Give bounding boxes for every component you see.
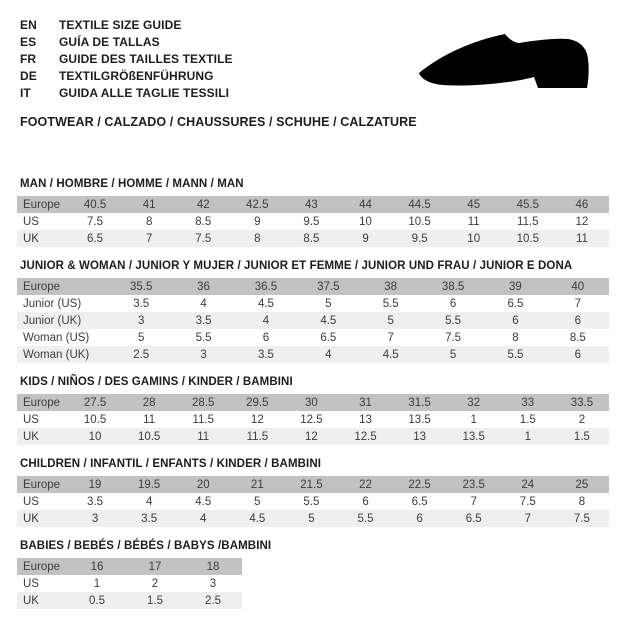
size-cell: 8 [512,331,519,344]
size-cell: 5 [137,331,145,344]
size-cell: 13 [413,430,426,443]
size-tables [20,178,610,609]
size-cell: 13.5 [462,430,485,443]
size-cell: 5 [387,314,394,327]
row-label: UK [23,512,39,525]
table-row [17,213,609,230]
size-cell: 22.5 [408,478,431,491]
size-cell: 7 [387,331,394,344]
size-cell: 2.5 [133,348,150,361]
size-cell: 7 [470,495,477,508]
size-cell: 21.5 [300,478,323,491]
table-row [17,428,609,445]
size-cell: 3 [91,512,99,525]
size-cell: 1 [470,413,477,426]
language-code: IT [20,85,31,100]
size-cell: 17 [148,560,162,573]
size-cell: 7.5 [195,232,212,245]
size-cell: 6 [362,495,369,508]
size-table [17,558,242,609]
row-label: Europe [23,396,61,409]
size-cell: 8.5 [195,215,212,228]
language-title: GUIDA ALLE TAGLIE TESSILI [59,85,230,100]
size-cell: 11 [467,215,480,228]
language-title: TEXTILE SIZE GUIDE [59,17,182,32]
size-cell: 1 [524,430,531,443]
size-cell: 40 [571,280,585,293]
size-cell: 11.5 [192,413,214,426]
language-code: ES [20,34,37,49]
size-cell: 6 [512,314,519,327]
size-cell: 3.5 [141,512,158,525]
table-row [17,312,609,329]
size-cell: 10.5 [408,215,431,228]
row-label: Europe [23,198,61,211]
size-cell: 1.5 [519,413,536,426]
shoe-icon [415,31,593,93]
size-cell: 6.5 [320,331,337,344]
size-cell: 36 [197,280,210,293]
size-cell: 5.5 [507,348,524,361]
size-cell: 6 [416,512,423,525]
table-row [17,575,242,592]
size-cell: 23.5 [462,478,485,491]
size-cell: 11 [143,413,156,426]
size-cell: 6 [574,314,582,327]
size-table-title: JUNIOR & WOMAN / JUNIOR Y MUJER / JUNIOR ET FEMME / JUNIOR UND FRAU / JUNIOR E DONA [20,260,573,272]
size-cell: 6.5 [507,297,524,310]
row-label: Woman (US) [23,331,90,344]
size-cell: 8 [145,215,153,228]
size-cell: 12.5 [300,413,323,426]
size-cell: 24 [521,478,535,491]
size-cell: 3.5 [133,297,150,310]
size-cell: 5.5 [195,331,212,344]
size-cell: 33 [521,396,535,409]
size-cell: 18 [206,560,220,573]
size-cell: 13 [359,413,372,426]
row-label: Europe [23,560,61,573]
size-cell: 10 [359,215,372,228]
size-cell: 5 [449,348,457,361]
size-cell: 4.5 [320,314,337,327]
row-label: Woman (UK) [23,348,90,361]
size-cell: 31 [359,396,372,409]
size-cell: 6 [262,331,270,344]
row-label: US [23,577,39,590]
size-table-section [20,178,610,247]
size-cell: 5.5 [303,495,320,508]
size-cell: 7 [574,297,582,310]
size-cell: 39 [509,280,522,293]
size-cell: 1.5 [573,430,590,443]
size-cell: 32 [467,396,481,409]
row-label: Junior (US) [23,297,82,310]
size-cell: 7.5 [573,512,590,525]
size-cell: 8 [578,495,586,508]
size-cell: 1.5 [147,594,163,607]
size-cell: 28.5 [192,396,215,409]
size-cell: 3.5 [195,314,212,327]
size-cell: 42 [196,198,210,211]
row-label: UK [23,594,39,607]
size-cell: 20 [196,478,210,491]
size-cell: 5 [308,512,315,525]
size-cell: 4.5 [249,512,266,525]
size-cell: 3 [200,348,207,361]
size-cell: 4 [262,314,270,327]
table-row [17,592,242,609]
size-cell: 5 [254,495,261,508]
size-cell: 3 [137,314,145,327]
table-row [17,493,609,510]
size-table [17,196,609,247]
table-header-row [17,476,609,493]
row-label: UK [23,232,39,245]
size-cell: 7 [145,232,153,245]
size-cell: 45 [467,198,481,211]
table-row [17,230,609,247]
size-cell: 7 [524,512,531,525]
size-cell: 7.5 [519,495,536,508]
size-cell: 27.5 [83,396,107,409]
size-cell: 5 [325,297,332,310]
size-cell: 8 [254,232,261,245]
size-cell: 4.5 [257,297,274,310]
size-cell: 6.5 [87,232,104,245]
size-cell: 35.5 [129,280,153,293]
size-cell: 41 [142,198,156,211]
size-cell: 29.5 [246,396,269,409]
size-cell: 9.5 [303,215,320,228]
table-header-row [17,278,609,295]
size-table-title: KIDS / NIÑOS / DES GAMINS / KINDER / BAMBINI [20,376,293,388]
size-cell: 0.5 [89,594,105,607]
table-header-row [17,196,609,213]
size-table [17,394,609,445]
size-cell: 3 [209,577,217,590]
size-cell: 10.5 [516,232,539,245]
size-cell: 12.5 [354,430,377,443]
size-cell: 11.5 [246,430,269,443]
size-cell: 21 [250,478,264,491]
size-table-section [20,540,610,609]
size-cell: 8.5 [303,232,320,245]
size-cell: 28 [142,396,156,409]
row-label: Europe [23,280,61,293]
size-cell: 12 [305,430,318,443]
language-title: GUÍA DE TALLAS [59,34,160,49]
size-cell: 5.5 [445,314,462,327]
size-cell: 6 [449,297,457,310]
size-cell: 8.5 [569,331,586,344]
size-cell: 11 [575,232,588,245]
size-cell: 3.5 [87,495,104,508]
language-code: FR [20,51,37,66]
size-cell: 31.5 [408,396,431,409]
size-cell: 7.5 [445,331,462,344]
size-cell: 43 [305,198,318,211]
size-cell: 6.5 [411,495,428,508]
size-cell: 12 [250,413,264,426]
size-cell: 9 [362,232,369,245]
size-cell: 2 [578,413,586,426]
size-cell: 30 [305,396,318,409]
size-cell: 36.5 [254,280,278,293]
size-cell: 4 [200,512,207,525]
size-cell: 37.5 [317,280,340,293]
size-table-section [20,458,610,527]
row-label: US [23,495,39,508]
row-label: Europe [23,478,61,491]
size-cell: 42.5 [246,198,269,211]
table-row [17,411,609,428]
size-cell: 4.5 [195,495,212,508]
size-cell: 1 [93,577,101,590]
size-cell: 6.5 [465,512,482,525]
row-label: US [23,413,39,426]
size-cell: 33.5 [570,396,594,409]
row-label: Junior (UK) [23,314,82,327]
size-cell: 44 [359,198,372,211]
size-cell: 40.5 [83,198,107,211]
category-heading: FOOTWEAR / CALZADO / CHAUSSURES / SCHUHE / CALZATURE [20,115,417,129]
size-table-section [20,376,610,445]
size-cell: 19 [88,478,102,491]
size-cell: 9.5 [411,232,428,245]
size-cell: 19.5 [137,478,161,491]
language-code: EN [20,17,37,32]
size-cell: 4 [325,348,332,361]
size-cell: 9 [254,215,261,228]
table-row [17,295,609,312]
table-header-row [17,558,242,575]
size-cell: 13.5 [408,413,431,426]
language-title: TEXTILGRÖßENFÜHRUNG [59,68,214,83]
size-cell: 4.5 [382,348,399,361]
row-label: UK [23,430,39,443]
size-cell: 3.5 [257,348,274,361]
size-cell: 11.5 [517,215,539,228]
size-cell: 38.5 [441,280,465,293]
table-row [17,329,609,346]
size-cell: 4 [200,297,207,310]
size-cell: 45.5 [516,198,539,211]
size-table [17,278,609,363]
size-cell: 2 [151,577,159,590]
size-cell: 11 [197,430,210,443]
table-row [17,510,609,527]
size-cell: 5.5 [357,512,374,525]
size-table-title: BABIES / BEBÉS / BÉBÉS / BABYS /BAMBINI [20,540,272,552]
size-cell: 6 [574,348,582,361]
size-cell: 44.5 [408,198,431,211]
language-code: DE [20,68,37,83]
size-cell: 4 [145,495,153,508]
size-cell: 10.5 [137,430,161,443]
size-cell: 22 [359,478,372,491]
size-table-section [20,260,610,363]
size-cell: 10 [88,430,102,443]
size-table-title: MAN / HOMBRE / HOMME / MANN / MAN [20,178,244,190]
size-cell: 16 [90,560,104,573]
size-cell: 5.5 [382,297,399,310]
size-cell: 7.5 [87,215,104,228]
size-table [17,476,609,527]
size-cell: 38 [384,280,398,293]
table-header-row [17,394,609,411]
row-label: US [23,215,39,228]
size-cell: 25 [575,478,589,491]
table-row [17,346,609,363]
size-cell: 10.5 [83,413,107,426]
size-cell: 46 [575,198,589,211]
size-cell: 2.5 [205,594,221,607]
language-title: GUIDE DES TAILLES TEXTILE [59,51,233,66]
size-table-title: CHILDREN / INFANTIL / ENFANTS / KINDER / BAMBINI [20,458,322,470]
size-cell: 12 [575,215,589,228]
size-cell: 10 [467,232,481,245]
